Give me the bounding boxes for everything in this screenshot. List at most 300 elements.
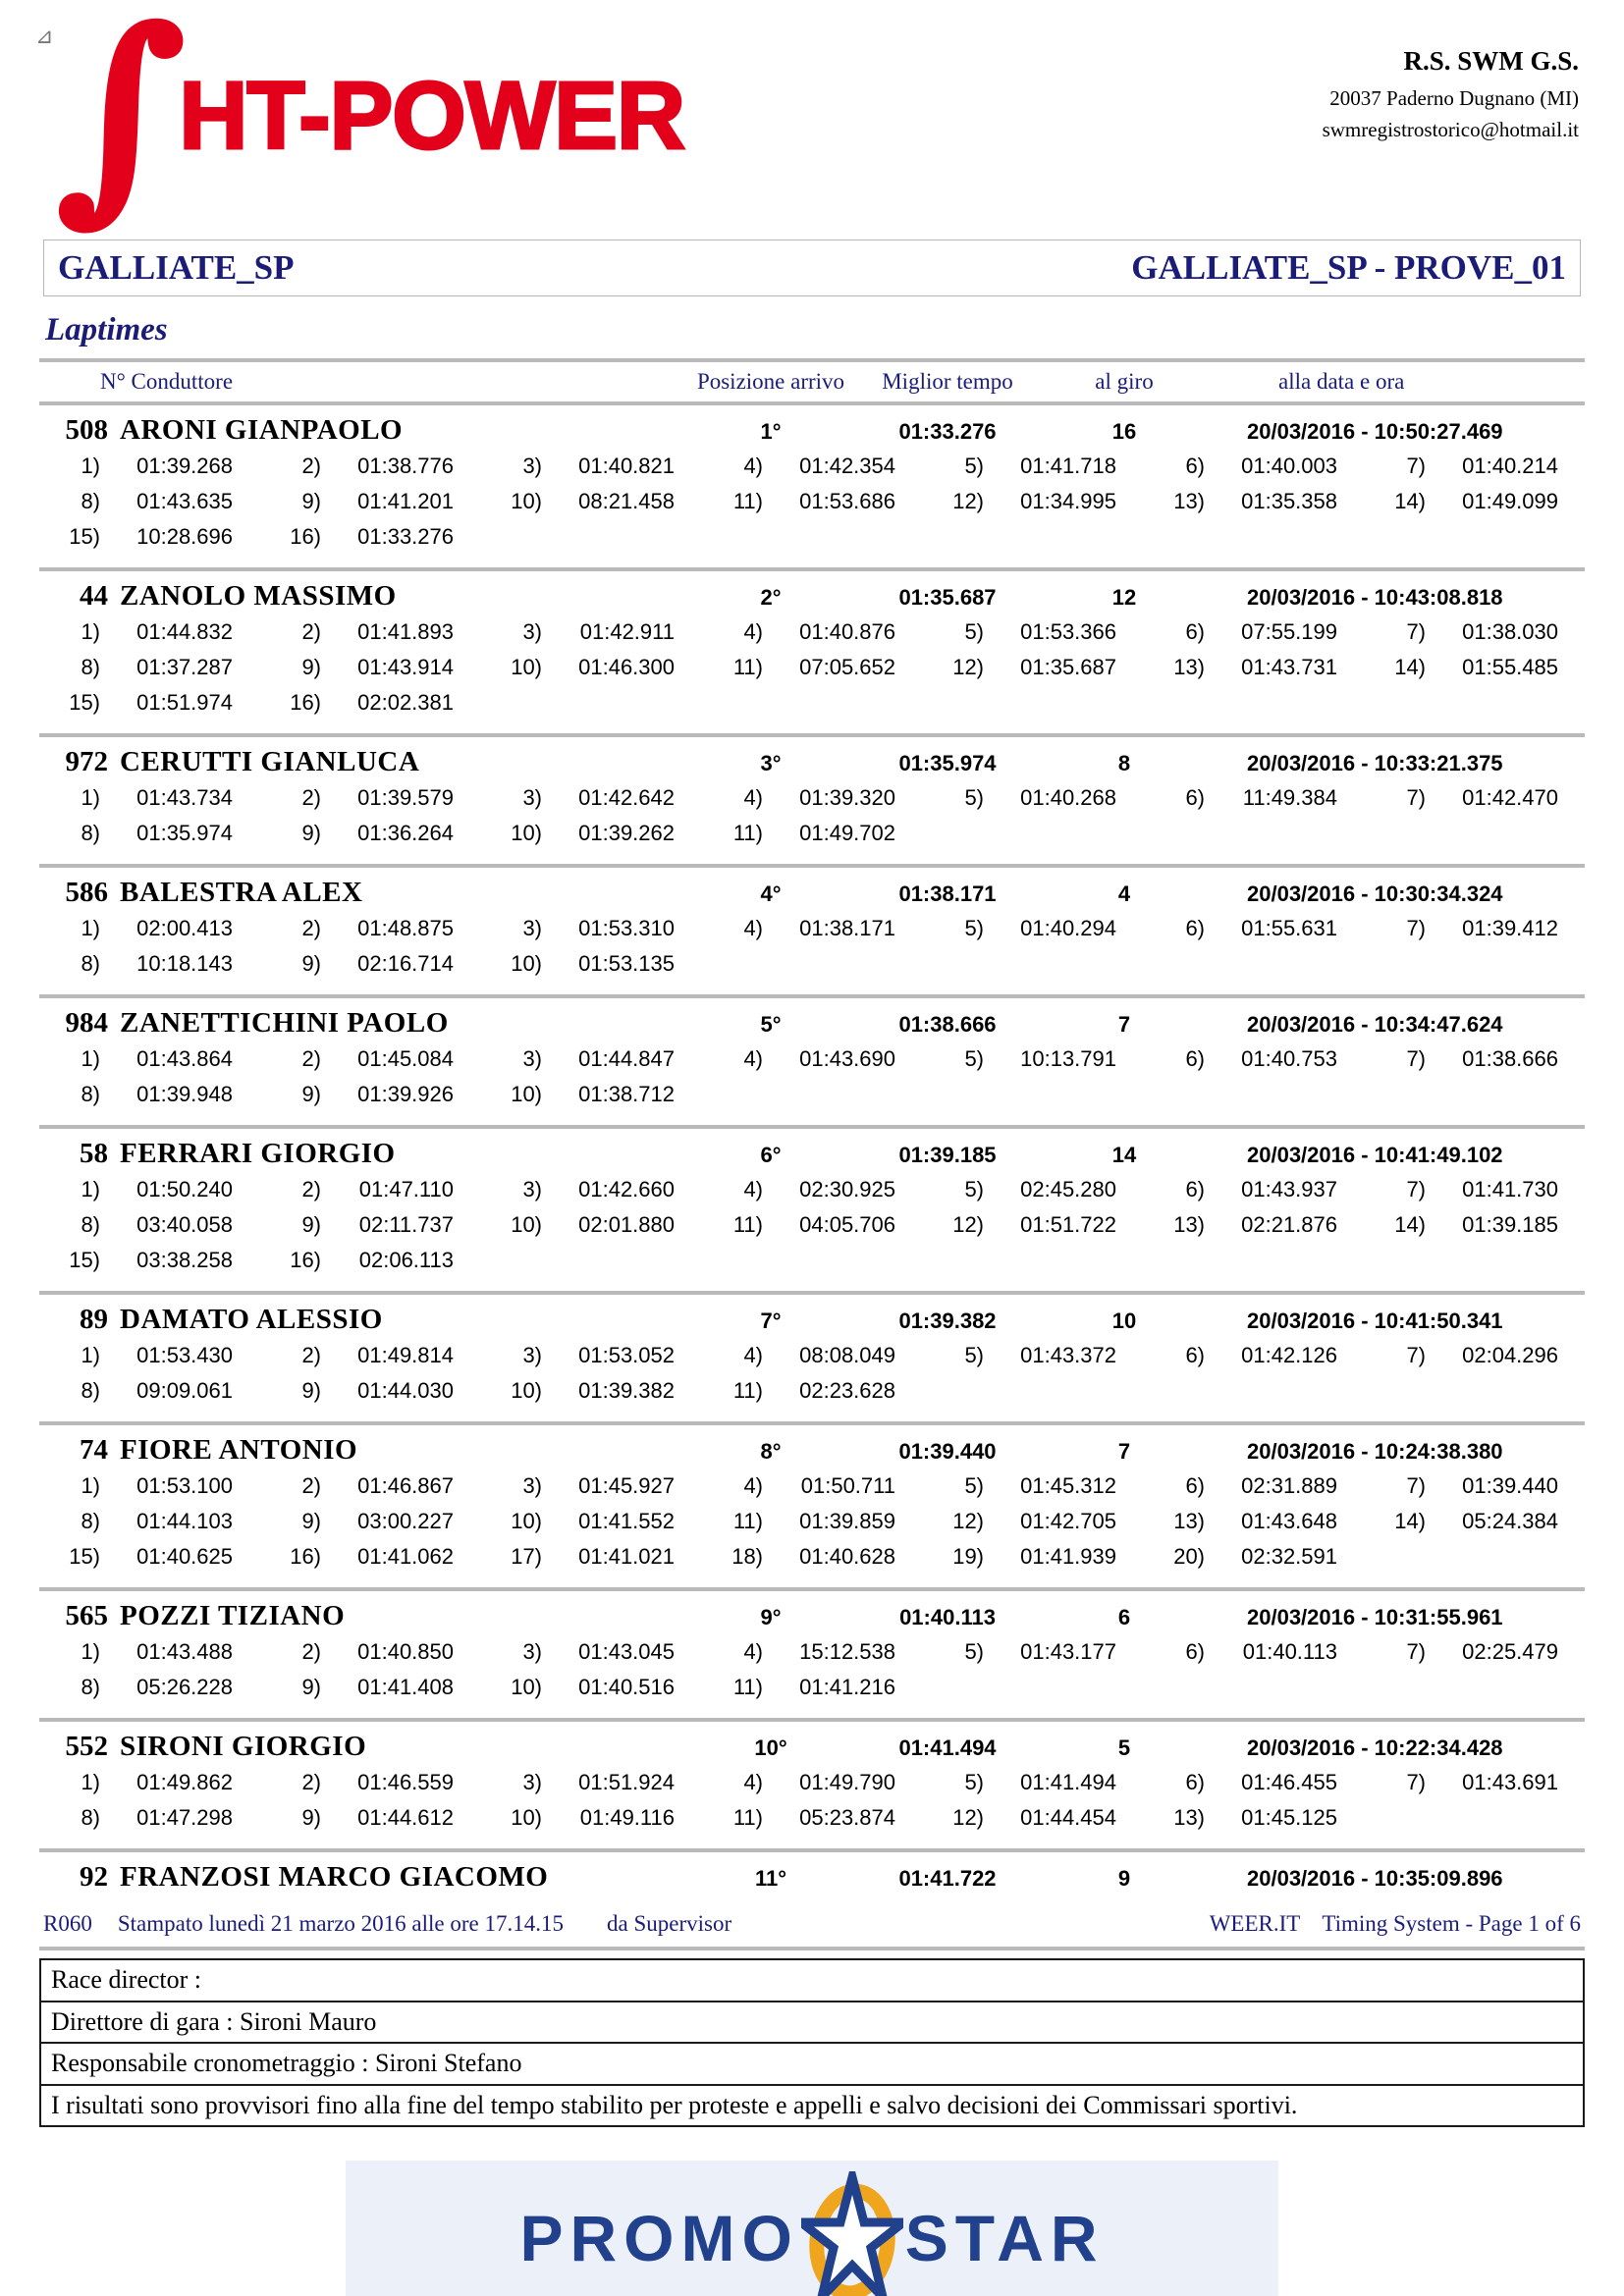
organizer-name: R.S. SWM G.S. [1403, 46, 1579, 76]
lap-times-row [39, 685, 1585, 721]
lap-number: 12) [952, 1212, 984, 1237]
lap-time: 01:38.030 [1462, 619, 1558, 644]
rider-best-time: 01:39.185 [898, 1143, 997, 1167]
rider-finish-position: 5° [760, 1012, 782, 1037]
note-provisional-results: I risultati sono provvisori fino alla fine del tempo stabilito per proteste e appelli e salvo decisioni dei Commissari sportivi. [41, 2084, 1583, 2126]
lap-number: 9) [301, 1378, 321, 1403]
lap-time: 01:38.171 [799, 916, 895, 940]
organizer-email: swmregistrostorico@hotmail.it [1322, 118, 1579, 142]
lap-number: 5) [964, 454, 984, 478]
organizer-info [1323, 26, 1579, 146]
lap-number: 3) [522, 785, 542, 810]
rider-best-time: 01:38.666 [898, 1012, 997, 1037]
lap-number: 16) [290, 1248, 321, 1272]
lap-time: 03:40.058 [136, 1212, 233, 1237]
lap-times-row [39, 1243, 1585, 1278]
lap-number: 11) [732, 821, 763, 845]
lap-number: 14) [1394, 1509, 1426, 1533]
lap-number: 12) [952, 1805, 984, 1830]
lap-number: 11) [732, 489, 763, 513]
lap-number: 5) [964, 1046, 984, 1071]
rider-best-time: 01:40.113 [899, 1605, 996, 1629]
lap-number: 5) [964, 1639, 984, 1664]
rider-name: ZANETTICHINI PAOLO [120, 1007, 449, 1039]
lap-times-row [39, 946, 1585, 982]
lap-number: 4) [743, 619, 763, 644]
print-info-line [39, 1911, 1585, 1937]
report-code: R060 [43, 1911, 92, 1936]
lap-time: 01:46.867 [357, 1473, 454, 1498]
lap-number: 13) [1173, 489, 1205, 513]
event-name: GALLIATE_SP [58, 248, 295, 287]
lap-number: 11) [732, 1675, 763, 1699]
lap-number: 2) [301, 1046, 321, 1071]
rider-name: SIRONI GIORGIO [120, 1731, 367, 1762]
lap-number: 10) [511, 655, 542, 679]
rider-header-row [39, 1129, 1585, 1172]
lap-time: 02:45.280 [1020, 1177, 1116, 1201]
lap-number: 9) [301, 489, 321, 513]
rider-header-row [39, 571, 1585, 614]
lap-time: 01:43.488 [136, 1639, 233, 1664]
lap-time: 01:40.628 [799, 1544, 895, 1569]
lap-time: 02:00.413 [136, 916, 233, 940]
lap-times-row [39, 816, 1585, 851]
lap-times-row [39, 1468, 1585, 1504]
rider-number: 972 [65, 746, 108, 777]
lap-number: 9) [301, 1212, 321, 1237]
lap-number: 13) [1173, 1805, 1205, 1830]
lap-number: 8) [81, 1509, 100, 1533]
lap-time: 05:26.228 [136, 1675, 233, 1699]
lap-number: 13) [1173, 1509, 1205, 1533]
lap-time: 01:43.690 [799, 1046, 895, 1071]
lap-time: 02:11.737 [358, 1212, 454, 1237]
lap-number: 9) [301, 1675, 321, 1699]
rider-best-lap-number: 12 [1111, 585, 1137, 610]
lap-number: 2) [301, 1343, 321, 1367]
rider-number: 89 [80, 1304, 108, 1335]
rider-finish-position: 4° [760, 881, 782, 906]
lap-number: 7) [1406, 785, 1426, 810]
lap-time: 01:55.631 [1241, 916, 1337, 940]
rider-finish-position: 9° [760, 1605, 782, 1629]
lap-time: 05:23.874 [799, 1805, 895, 1830]
lap-time: 01:40.214 [1462, 454, 1558, 478]
lap-number: 4) [743, 785, 763, 810]
lap-number: 5) [964, 916, 984, 940]
lap-number: 7) [1406, 1177, 1426, 1201]
lap-number: 6) [1185, 1639, 1205, 1664]
rider-header-row [39, 1591, 1585, 1634]
lap-time: 01:43.734 [136, 785, 233, 810]
lap-number: 6) [1185, 1473, 1205, 1498]
lap-time: 01:34.995 [1020, 489, 1116, 513]
rider-name: DAMATO ALESSIO [120, 1304, 383, 1335]
rider-block [39, 1722, 1585, 1836]
lap-number: 9) [301, 1509, 321, 1533]
lap-number: 4) [743, 454, 763, 478]
lap-time: 01:43.372 [1020, 1343, 1116, 1367]
lap-number: 5) [964, 1177, 984, 1201]
integral-logo-glyph: ∫ [57, 0, 186, 242]
lap-time: 01:44.103 [136, 1509, 233, 1533]
printed-by: da Supervisor [607, 1911, 732, 1936]
rider-block [39, 1129, 1585, 1278]
logo-text: HT-POWER [179, 62, 685, 169]
column-header-best-time: Miglior tempo [882, 369, 1013, 394]
rider-finish-position: 11° [754, 1866, 787, 1891]
lap-time: 02:04.296 [1462, 1343, 1558, 1367]
lap-time: 02:32.591 [1241, 1544, 1337, 1569]
lap-number: 10) [511, 1509, 542, 1533]
lap-time: 01:43.691 [1462, 1770, 1558, 1794]
lap-time: 01:40.876 [799, 619, 895, 644]
lap-time: 01:43.914 [357, 655, 454, 679]
lap-number: 9) [301, 1805, 321, 1830]
lap-time: 01:35.358 [1241, 489, 1337, 513]
rider-best-datetime: 20/03/2016 - 10:24:38.380 [1247, 1439, 1503, 1464]
lap-time: 02:23.628 [799, 1378, 895, 1403]
lap-time: 01:41.939 [1020, 1544, 1116, 1569]
lap-time: 02:21.876 [1241, 1212, 1337, 1237]
lap-number: 1) [81, 1343, 100, 1367]
lap-number: 15) [69, 1544, 100, 1569]
lap-number: 1) [81, 1639, 100, 1664]
lap-time: 01:40.625 [136, 1544, 233, 1569]
lap-time: 01:45.927 [578, 1473, 675, 1498]
lap-number: 2) [301, 619, 321, 644]
lap-time: 01:50.240 [136, 1177, 233, 1201]
rider-finish-position: 3° [760, 751, 782, 775]
lap-number: 3) [522, 1770, 542, 1794]
lap-number: 8) [81, 1805, 100, 1830]
rider-best-datetime: 20/03/2016 - 10:41:50.341 [1247, 1308, 1503, 1333]
lap-number: 6) [1185, 619, 1205, 644]
rider-number: 508 [65, 414, 108, 446]
rider-best-lap-number: 16 [1111, 419, 1137, 444]
rider-best-time: 01:35.974 [898, 751, 997, 775]
lap-number: 16) [290, 1544, 321, 1569]
lap-time: 01:45.125 [1241, 1805, 1337, 1830]
report-body [0, 240, 1624, 2296]
notes-top-rule [39, 1947, 1585, 1950]
lap-time: 01:53.052 [578, 1343, 675, 1367]
lap-time: 01:39.262 [578, 821, 675, 845]
lap-time: 04:05.706 [799, 1212, 895, 1237]
lap-number: 2) [301, 1770, 321, 1794]
lap-number: 1) [81, 916, 100, 940]
lap-number: 12) [952, 1509, 984, 1533]
rider-number: 565 [65, 1600, 108, 1631]
lap-time: 01:41.201 [357, 489, 454, 513]
rider-best-datetime: 20/03/2016 - 10:34:47.624 [1247, 1012, 1503, 1037]
rider-header-row [39, 1722, 1585, 1765]
lap-times-row [39, 614, 1585, 650]
lap-number: 2) [301, 1639, 321, 1664]
lap-number: 9) [301, 1082, 321, 1106]
rider-best-time: 01:35.687 [898, 585, 997, 610]
rider-header-row [39, 1425, 1585, 1468]
lap-number: 10) [511, 1378, 542, 1403]
rider-block [39, 998, 1585, 1112]
lap-time: 01:42.470 [1462, 785, 1558, 810]
lap-times-row [39, 1338, 1585, 1373]
lap-number: 6) [1185, 1046, 1205, 1071]
lap-time: 01:40.113 [1242, 1639, 1337, 1664]
lap-number: 5) [964, 1473, 984, 1498]
rider-best-lap-number: 9 [1117, 1866, 1131, 1891]
promostar-star-icon [801, 2171, 903, 2296]
lap-number: 14) [1394, 655, 1426, 679]
lap-number: 8) [81, 655, 100, 679]
table-header-row [39, 358, 1585, 405]
lap-number: 4) [743, 1177, 763, 1201]
lap-time: 01:38.712 [578, 1082, 675, 1106]
lap-number: 4) [743, 1343, 763, 1367]
lap-time: 10:13.791 [1020, 1046, 1116, 1071]
rider-block [39, 1852, 1585, 1896]
lap-time: 08:08.049 [799, 1343, 895, 1367]
rider-best-datetime: 20/03/2016 - 10:43:08.818 [1247, 585, 1503, 610]
lap-number: 9) [301, 821, 321, 845]
lap-number: 11) [732, 1509, 763, 1533]
rider-best-datetime: 20/03/2016 - 10:35:09.896 [1247, 1866, 1503, 1891]
lap-number: 1) [81, 785, 100, 810]
rider-best-time: 01:41.494 [898, 1735, 997, 1760]
rider-best-time: 01:33.276 [898, 419, 997, 444]
lap-time: 01:41.893 [357, 619, 454, 644]
lap-number: 9) [301, 951, 321, 976]
column-header-position: Posizione arrivo [696, 369, 845, 394]
rider-header-row [39, 998, 1585, 1041]
lap-time: 01:40.850 [357, 1639, 454, 1664]
rider-finish-position: 10° [754, 1735, 787, 1760]
rider-finish-position: 1° [760, 419, 782, 444]
lap-times-row [39, 484, 1585, 519]
rider-name: ARONI GIANPAOLO [120, 414, 404, 446]
lap-time: 01:53.100 [136, 1473, 233, 1498]
lap-number: 7) [1406, 454, 1426, 478]
lap-time: 01:39.382 [578, 1378, 675, 1403]
rider-header-row [39, 1852, 1585, 1896]
lap-time: 01:35.974 [136, 821, 233, 845]
lap-time: 01:40.294 [1020, 916, 1116, 940]
rider-header-row [39, 1295, 1585, 1338]
lap-time: 01:49.099 [1462, 489, 1558, 513]
lap-number: 10) [511, 821, 542, 845]
rider-number: 586 [65, 877, 108, 908]
lap-time: 01:39.185 [1462, 1212, 1558, 1237]
rider-best-datetime: 20/03/2016 - 10:22:34.428 [1247, 1735, 1503, 1760]
lap-time: 01:35.687 [1020, 655, 1116, 679]
rider-name: POZZI TIZIANO [120, 1600, 346, 1631]
lap-number: 10) [511, 1082, 542, 1106]
lap-number: 19) [952, 1544, 984, 1569]
lap-number: 4) [743, 916, 763, 940]
lap-time: 01:43.635 [136, 489, 233, 513]
lap-times-row [39, 780, 1585, 816]
lap-number: 5) [964, 1770, 984, 1794]
lap-times-row [39, 1765, 1585, 1800]
rider-number: 58 [80, 1138, 108, 1169]
lap-time: 02:31.889 [1241, 1473, 1337, 1498]
lap-time: 01:36.264 [357, 821, 454, 845]
lap-time: 01:39.320 [799, 785, 895, 810]
lap-number: 15) [69, 690, 100, 715]
print-info-left [43, 1911, 731, 1937]
rider-number: 552 [65, 1731, 108, 1762]
lap-time: 01:41.730 [1462, 1177, 1558, 1201]
lap-time: 07:05.652 [799, 655, 895, 679]
lap-number: 8) [81, 489, 100, 513]
lap-time: 01:42.705 [1020, 1509, 1116, 1533]
rider-name: FRANZOSI MARCO GIACOMO [120, 1861, 549, 1893]
lap-time: 01:53.135 [578, 951, 675, 976]
lap-time: 01:51.974 [136, 690, 233, 715]
lap-time: 01:51.924 [578, 1770, 675, 1794]
rider-block [39, 571, 1585, 721]
lap-number: 7) [1406, 1473, 1426, 1498]
lap-time: 01:41.062 [357, 1544, 454, 1569]
lap-number: 3) [522, 454, 542, 478]
lap-number: 8) [81, 1675, 100, 1699]
lap-number: 8) [81, 1082, 100, 1106]
rider-best-datetime: 20/03/2016 - 10:31:55.961 [1247, 1605, 1503, 1629]
rider-number: 984 [65, 1007, 108, 1039]
rider-block [39, 405, 1585, 555]
lap-number: 17) [511, 1544, 542, 1569]
lap-time: 02:01.880 [578, 1212, 675, 1237]
lap-time: 01:49.790 [799, 1770, 895, 1794]
lap-number: 3) [522, 1639, 542, 1664]
rider-block [39, 868, 1585, 982]
rider-header-row [39, 868, 1585, 911]
lap-number: 14) [1394, 1212, 1426, 1237]
lap-number: 11) [732, 1212, 763, 1237]
lap-time: 01:40.516 [578, 1675, 675, 1699]
lap-times-row [39, 1634, 1585, 1670]
lap-number: 1) [81, 619, 100, 644]
column-header-at-lap: al giro [1095, 369, 1154, 394]
lap-number: 3) [522, 1343, 542, 1367]
lap-times-row [39, 1504, 1585, 1539]
lap-time: 01:39.412 [1462, 916, 1558, 940]
lap-number: 7) [1406, 1046, 1426, 1071]
rider-best-lap-number: 5 [1117, 1735, 1131, 1760]
lap-times-row [39, 1539, 1585, 1575]
lap-number: 3) [522, 1046, 542, 1071]
lap-time: 01:49.116 [579, 1805, 675, 1830]
lap-time: 01:39.440 [1462, 1473, 1558, 1498]
lap-time: 01:41.718 [1020, 454, 1116, 478]
lap-number: 2) [301, 1177, 321, 1201]
rider-best-time: 01:38.171 [898, 881, 997, 906]
lap-time: 01:43.648 [1241, 1509, 1337, 1533]
lap-number: 4) [743, 1770, 763, 1794]
rider-best-lap-number: 6 [1117, 1605, 1131, 1629]
rider-best-lap-number: 14 [1111, 1143, 1137, 1167]
lap-time: 01:39.859 [799, 1509, 895, 1533]
lap-number: 3) [522, 1177, 542, 1201]
lap-time: 01:43.045 [578, 1639, 675, 1664]
lap-time: 01:43.177 [1020, 1639, 1116, 1664]
lap-number: 9) [301, 655, 321, 679]
lap-time: 01:53.686 [799, 489, 895, 513]
riders-list [39, 405, 1585, 1896]
rider-best-lap-number: 4 [1117, 881, 1131, 906]
page-indicator: Timing System - Page 1 of 6 [1322, 1911, 1581, 1936]
lap-time: 01:43.864 [136, 1046, 233, 1071]
note-responsabile-cronometraggio: Responsabile cronometraggio : Sironi Stefano [41, 2042, 1583, 2084]
rider-block [39, 1591, 1585, 1705]
lap-times-row [39, 1041, 1585, 1077]
lap-time: 01:39.579 [357, 785, 454, 810]
lap-number: 10) [511, 1805, 542, 1830]
lap-number: 4) [743, 1046, 763, 1071]
lap-time: 01:44.847 [578, 1046, 675, 1071]
rider-finish-position: 7° [760, 1308, 782, 1333]
lap-time: 10:18.143 [136, 951, 233, 976]
lap-time: 01:43.937 [1241, 1177, 1337, 1201]
lap-time: 02:06.113 [358, 1248, 454, 1272]
lap-time: 01:39.268 [136, 454, 233, 478]
rider-best-time: 01:39.440 [898, 1439, 997, 1464]
lap-number: 3) [522, 619, 542, 644]
lap-time: 01:47.298 [136, 1805, 233, 1830]
lap-number: 14) [1394, 489, 1426, 513]
lap-number: 1) [81, 454, 100, 478]
rider-number: 44 [80, 580, 108, 612]
lap-time: 01:39.948 [136, 1082, 233, 1106]
lap-times-row [39, 911, 1585, 946]
lap-time: 01:40.003 [1241, 454, 1337, 478]
lap-time: 01:46.559 [357, 1770, 454, 1794]
lap-time: 01:42.126 [1241, 1343, 1337, 1367]
rider-header-row [39, 405, 1585, 449]
lap-time: 02:30.925 [799, 1177, 895, 1201]
lap-number: 1) [81, 1770, 100, 1794]
lap-time: 01:43.731 [1241, 655, 1337, 679]
lap-time: 01:46.300 [578, 655, 675, 679]
lap-number: 2) [301, 454, 321, 478]
lap-time: 01:53.430 [136, 1343, 233, 1367]
promostar-left-text: PROMO [519, 2202, 799, 2274]
rider-name: FERRARI GIORGIO [120, 1138, 396, 1169]
rider-number: 74 [80, 1434, 108, 1466]
lap-time: 01:42.660 [578, 1177, 675, 1201]
lap-time: 01:44.454 [1020, 1805, 1116, 1830]
lap-number: 11) [732, 655, 763, 679]
lap-number: 20) [1173, 1544, 1205, 1569]
rider-block [39, 737, 1585, 851]
promostar-banner [346, 2161, 1278, 2296]
lap-time: 01:41.021 [578, 1544, 675, 1569]
lap-times-row [39, 1800, 1585, 1836]
rider-name: BALESTRA ALEX [120, 877, 363, 908]
lap-number: 3) [522, 1473, 542, 1498]
lap-number: 2) [301, 785, 321, 810]
rider-best-datetime: 20/03/2016 - 10:41:49.102 [1247, 1143, 1503, 1167]
corner-mark: ⊿ [35, 24, 54, 48]
session-name: GALLIATE_SP - PROVE_01 [1131, 248, 1566, 287]
lap-time: 15:12.538 [799, 1639, 895, 1664]
lap-number: 11) [732, 1805, 763, 1830]
lap-time: 01:37.287 [136, 655, 233, 679]
lap-number: 13) [1173, 655, 1205, 679]
lap-number: 2) [301, 1473, 321, 1498]
lap-number: 15) [69, 524, 100, 549]
